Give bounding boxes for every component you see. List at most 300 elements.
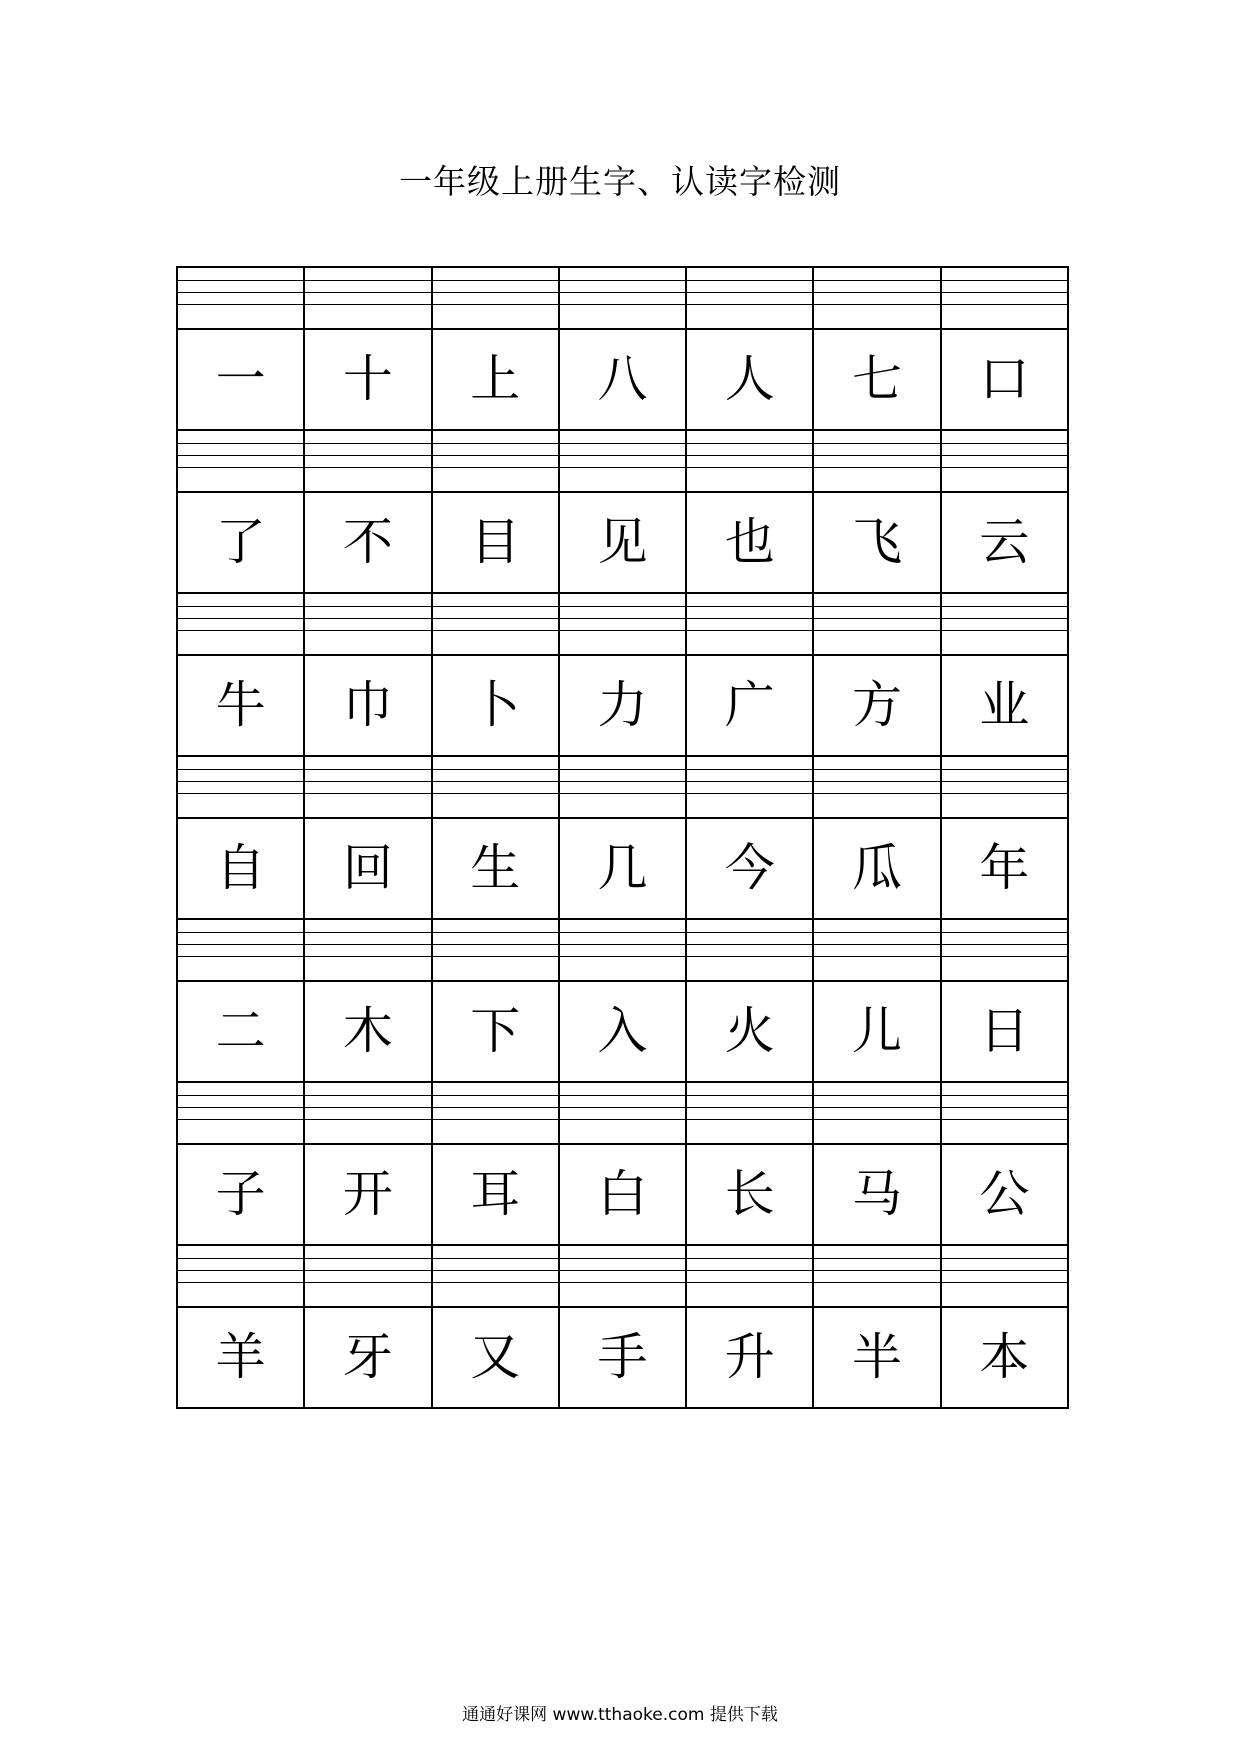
character-row: [177, 1307, 1068, 1408]
pinyin-guide-lines: [178, 757, 303, 817]
guide-line: [942, 932, 1067, 933]
guide-line: [305, 956, 430, 957]
guide-line: [433, 618, 558, 619]
pinyin-guide-lines: [433, 920, 558, 980]
guide-line: [433, 1258, 558, 1259]
guide-line: [178, 932, 303, 933]
character-cell: 了: [177, 492, 304, 593]
pinyin-guide-lines: [814, 431, 939, 491]
guide-line: [814, 1282, 939, 1283]
pinyin-guide-lines: [560, 1083, 685, 1143]
guide-line: [433, 956, 558, 957]
guide-line: [942, 443, 1067, 444]
pinyin-guide-lines: [814, 920, 939, 980]
guide-line: [305, 1095, 430, 1096]
pinyin-writing-cell[interactable]: [304, 756, 431, 818]
character-cell: 羊: [177, 1307, 304, 1408]
character-cell: 上: [432, 329, 559, 430]
guide-line: [433, 467, 558, 468]
pinyin-guide-lines: [178, 1246, 303, 1306]
guide-line: [560, 280, 685, 281]
guide-line: [942, 618, 1067, 619]
pinyin-writing-cell[interactable]: [304, 1082, 431, 1144]
pinyin-writing-cell[interactable]: [686, 1082, 813, 1144]
character-grid: [176, 266, 1069, 1409]
character-cell: 下: [432, 981, 559, 1082]
guide-line: [814, 467, 939, 468]
guide-line: [178, 443, 303, 444]
guide-line: [560, 1119, 685, 1120]
footer-source: 通通好课网 www.tthaoke.com 提供下载: [462, 1705, 778, 1725]
guide-line: [560, 1258, 685, 1259]
guide-line: [814, 1270, 939, 1271]
guide-line: [560, 932, 685, 933]
pinyin-row: [177, 430, 1068, 492]
guide-line: [814, 606, 939, 607]
character-cell: 力: [559, 655, 686, 756]
guide-line: [687, 1107, 812, 1108]
guide-line: [687, 1095, 812, 1096]
guide-line: [433, 304, 558, 305]
guide-line: [687, 1258, 812, 1259]
guide-line: [687, 781, 812, 782]
guide-line: [942, 781, 1067, 782]
guide-line: [560, 455, 685, 456]
character-cell: 火: [686, 981, 813, 1082]
guide-line: [178, 1107, 303, 1108]
pinyin-guide-lines: [942, 1246, 1067, 1306]
pinyin-guide-lines: [942, 1083, 1067, 1143]
pinyin-guide-lines: [942, 268, 1067, 328]
guide-line: [305, 304, 430, 305]
guide-line: [305, 1107, 430, 1108]
character-cell: 手: [559, 1307, 686, 1408]
guide-line: [178, 304, 303, 305]
pinyin-guide-lines: [433, 757, 558, 817]
pinyin-writing-cell[interactable]: [432, 593, 559, 655]
guide-line: [178, 769, 303, 770]
guide-line: [942, 280, 1067, 281]
pinyin-writing-cell[interactable]: [941, 1245, 1068, 1307]
guide-line: [942, 455, 1067, 456]
character-row: [177, 492, 1068, 593]
pinyin-guide-lines: [178, 431, 303, 491]
guide-line: [814, 1258, 939, 1259]
guide-line: [560, 956, 685, 957]
guide-line: [942, 1095, 1067, 1096]
pinyin-writing-cell[interactable]: [559, 593, 686, 655]
guide-line: [942, 630, 1067, 631]
guide-line: [814, 630, 939, 631]
guide-line: [433, 630, 558, 631]
pinyin-writing-cell[interactable]: [559, 1245, 686, 1307]
guide-line: [687, 606, 812, 607]
guide-line: [305, 292, 430, 293]
character-cell: 巾: [304, 655, 431, 756]
character-row: [177, 981, 1068, 1082]
pinyin-writing-cell[interactable]: [686, 430, 813, 492]
character-cell: 开: [304, 1144, 431, 1245]
guide-line: [178, 944, 303, 945]
guide-line: [687, 793, 812, 794]
guide-line: [687, 944, 812, 945]
pinyin-guide-lines: [687, 1083, 812, 1143]
pinyin-writing-cell[interactable]: [304, 1245, 431, 1307]
pinyin-guide-lines: [305, 1083, 430, 1143]
pinyin-guide-lines: [433, 431, 558, 491]
character-cell: 十: [304, 329, 431, 430]
character-cell: 日: [941, 981, 1068, 1082]
guide-line: [178, 606, 303, 607]
guide-line: [687, 618, 812, 619]
pinyin-guide-lines: [560, 594, 685, 654]
guide-line: [433, 280, 558, 281]
guide-line: [942, 793, 1067, 794]
pinyin-writing-cell[interactable]: [177, 1245, 304, 1307]
pinyin-writing-cell[interactable]: [432, 919, 559, 981]
guide-line: [560, 630, 685, 631]
pinyin-writing-cell[interactable]: [813, 756, 940, 818]
pinyin-writing-cell[interactable]: [813, 1245, 940, 1307]
pinyin-writing-cell[interactable]: [304, 593, 431, 655]
character-cell: 人: [686, 329, 813, 430]
guide-line: [305, 793, 430, 794]
guide-line: [305, 1258, 430, 1259]
guide-line: [814, 443, 939, 444]
character-cell: 云: [941, 492, 1068, 593]
guide-line: [814, 781, 939, 782]
guide-line: [814, 618, 939, 619]
pinyin-writing-cell[interactable]: [304, 430, 431, 492]
guide-line: [178, 467, 303, 468]
character-cell: 牛: [177, 655, 304, 756]
pinyin-writing-cell[interactable]: [941, 1082, 1068, 1144]
pinyin-guide-lines: [560, 920, 685, 980]
pinyin-row: [177, 593, 1068, 655]
guide-line: [560, 793, 685, 794]
pinyin-writing-cell[interactable]: [559, 756, 686, 818]
guide-line: [433, 606, 558, 607]
pinyin-guide-lines: [433, 1246, 558, 1306]
guide-line: [814, 1119, 939, 1120]
pinyin-writing-cell[interactable]: [686, 1245, 813, 1307]
guide-line: [942, 769, 1067, 770]
guide-line: [687, 304, 812, 305]
guide-line: [814, 1095, 939, 1096]
pinyin-writing-cell[interactable]: [559, 919, 686, 981]
pinyin-writing-cell[interactable]: [686, 267, 813, 329]
guide-line: [178, 630, 303, 631]
character-cell: 回: [304, 818, 431, 919]
pinyin-guide-lines: [814, 1246, 939, 1306]
character-cell: 也: [686, 492, 813, 593]
pinyin-writing-cell[interactable]: [559, 267, 686, 329]
pinyin-guide-lines: [560, 431, 685, 491]
character-cell: 二: [177, 981, 304, 1082]
pinyin-writing-cell[interactable]: [177, 430, 304, 492]
pinyin-guide-lines: [687, 594, 812, 654]
guide-line: [814, 944, 939, 945]
pinyin-guide-lines: [560, 757, 685, 817]
character-cell: 业: [941, 655, 1068, 756]
pinyin-writing-cell[interactable]: [941, 919, 1068, 981]
guide-line: [814, 292, 939, 293]
guide-line: [942, 1107, 1067, 1108]
pinyin-writing-cell[interactable]: [177, 267, 304, 329]
guide-line: [178, 1095, 303, 1096]
pinyin-guide-lines: [433, 594, 558, 654]
pinyin-writing-cell[interactable]: [941, 267, 1068, 329]
character-cell: 瓜: [813, 818, 940, 919]
pinyin-guide-lines: [942, 920, 1067, 980]
guide-line: [942, 1119, 1067, 1120]
page-title: 一年级上册生字、认读字检测: [399, 162, 841, 201]
guide-line: [942, 956, 1067, 957]
guide-line: [305, 944, 430, 945]
character-cell: 今: [686, 818, 813, 919]
character-cell: 飞: [813, 492, 940, 593]
guide-line: [687, 1270, 812, 1271]
guide-line: [178, 280, 303, 281]
guide-line: [433, 1119, 558, 1120]
guide-line: [814, 956, 939, 957]
pinyin-guide-lines: [687, 268, 812, 328]
pinyin-writing-cell[interactable]: [813, 1082, 940, 1144]
guide-line: [687, 280, 812, 281]
guide-line: [814, 932, 939, 933]
guide-line: [942, 1282, 1067, 1283]
pinyin-guide-lines: [305, 268, 430, 328]
pinyin-writing-cell[interactable]: [432, 1245, 559, 1307]
guide-line: [687, 467, 812, 468]
pinyin-guide-lines: [305, 1246, 430, 1306]
pinyin-guide-lines: [814, 757, 939, 817]
pinyin-writing-cell[interactable]: [686, 593, 813, 655]
pinyin-guide-lines: [814, 594, 939, 654]
guide-line: [433, 443, 558, 444]
guide-line: [178, 292, 303, 293]
guide-line: [942, 1258, 1067, 1259]
character-row: [177, 818, 1068, 919]
character-cell: 白: [559, 1144, 686, 1245]
pinyin-writing-cell[interactable]: [432, 1082, 559, 1144]
guide-line: [305, 630, 430, 631]
guide-line: [433, 769, 558, 770]
character-cell: 生: [432, 818, 559, 919]
guide-line: [560, 467, 685, 468]
guide-line: [305, 1282, 430, 1283]
guide-line: [305, 1270, 430, 1271]
guide-line: [687, 292, 812, 293]
character-cell: 卜: [432, 655, 559, 756]
character-cell: 子: [177, 1144, 304, 1245]
guide-line: [433, 932, 558, 933]
character-cell: 一: [177, 329, 304, 430]
pinyin-guide-lines: [687, 1246, 812, 1306]
pinyin-guide-lines: [814, 268, 939, 328]
guide-line: [305, 443, 430, 444]
pinyin-guide-lines: [560, 268, 685, 328]
guide-line: [687, 443, 812, 444]
character-cell: 广: [686, 655, 813, 756]
character-cell: 升: [686, 1307, 813, 1408]
guide-line: [560, 618, 685, 619]
guide-line: [433, 793, 558, 794]
guide-line: [687, 932, 812, 933]
guide-line: [178, 1270, 303, 1271]
guide-line: [305, 769, 430, 770]
character-cell: 又: [432, 1307, 559, 1408]
guide-line: [942, 1270, 1067, 1271]
guide-line: [178, 618, 303, 619]
pinyin-writing-cell[interactable]: [432, 756, 559, 818]
guide-line: [560, 606, 685, 607]
character-cell: 木: [304, 981, 431, 1082]
pinyin-guide-lines: [178, 920, 303, 980]
character-cell: 马: [813, 1144, 940, 1245]
guide-line: [433, 1282, 558, 1283]
guide-line: [560, 304, 685, 305]
guide-line: [433, 292, 558, 293]
guide-line: [305, 932, 430, 933]
pinyin-writing-cell[interactable]: [304, 267, 431, 329]
character-cell: 儿: [813, 981, 940, 1082]
guide-line: [433, 781, 558, 782]
pinyin-writing-cell[interactable]: [559, 1082, 686, 1144]
pinyin-guide-lines: [942, 757, 1067, 817]
character-cell: 不: [304, 492, 431, 593]
guide-line: [305, 1119, 430, 1120]
guide-line: [942, 467, 1067, 468]
guide-line: [433, 455, 558, 456]
pinyin-writing-cell[interactable]: [432, 430, 559, 492]
pinyin-guide-lines: [433, 268, 558, 328]
pinyin-writing-cell[interactable]: [813, 430, 940, 492]
pinyin-guide-lines: [433, 1083, 558, 1143]
guide-line: [687, 455, 812, 456]
character-cell: 年: [941, 818, 1068, 919]
pinyin-writing-cell[interactable]: [559, 430, 686, 492]
guide-line: [814, 304, 939, 305]
pinyin-row: [177, 756, 1068, 818]
guide-line: [942, 304, 1067, 305]
pinyin-guide-lines: [305, 431, 430, 491]
guide-line: [305, 781, 430, 782]
guide-line: [305, 606, 430, 607]
guide-line: [178, 1282, 303, 1283]
guide-line: [560, 769, 685, 770]
character-cell: 半: [813, 1307, 940, 1408]
guide-line: [560, 292, 685, 293]
guide-line: [305, 467, 430, 468]
pinyin-guide-lines: [560, 1246, 685, 1306]
pinyin-guide-lines: [178, 594, 303, 654]
guide-line: [814, 280, 939, 281]
guide-line: [433, 944, 558, 945]
pinyin-writing-cell[interactable]: [177, 756, 304, 818]
pinyin-guide-lines: [942, 431, 1067, 491]
guide-line: [942, 944, 1067, 945]
guide-line: [305, 618, 430, 619]
guide-line: [814, 455, 939, 456]
character-cell: 耳: [432, 1144, 559, 1245]
character-cell: 公: [941, 1144, 1068, 1245]
guide-line: [178, 793, 303, 794]
guide-line: [687, 630, 812, 631]
guide-line: [305, 280, 430, 281]
pinyin-writing-cell[interactable]: [304, 919, 431, 981]
guide-line: [560, 781, 685, 782]
guide-line: [560, 1270, 685, 1271]
pinyin-writing-cell[interactable]: [686, 919, 813, 981]
pinyin-writing-cell[interactable]: [941, 593, 1068, 655]
character-cell: 自: [177, 818, 304, 919]
guide-line: [433, 1095, 558, 1096]
pinyin-guide-lines: [942, 594, 1067, 654]
character-cell: 本: [941, 1307, 1068, 1408]
guide-line: [433, 1270, 558, 1271]
pinyin-row: [177, 1245, 1068, 1307]
character-cell: 目: [432, 492, 559, 593]
character-cell: 长: [686, 1144, 813, 1245]
pinyin-guide-lines: [178, 268, 303, 328]
pinyin-row: [177, 919, 1068, 981]
character-cell: 牙: [304, 1307, 431, 1408]
pinyin-writing-cell[interactable]: [813, 267, 940, 329]
character-row: [177, 655, 1068, 756]
guide-line: [942, 292, 1067, 293]
pinyin-writing-cell[interactable]: [941, 430, 1068, 492]
pinyin-writing-cell[interactable]: [432, 267, 559, 329]
pinyin-guide-lines: [687, 757, 812, 817]
guide-line: [178, 781, 303, 782]
pinyin-writing-cell[interactable]: [941, 756, 1068, 818]
pinyin-guide-lines: [305, 920, 430, 980]
pinyin-writing-cell[interactable]: [813, 593, 940, 655]
character-cell: 方: [813, 655, 940, 756]
pinyin-guide-lines: [814, 1083, 939, 1143]
character-cell: 口: [941, 329, 1068, 430]
guide-line: [560, 1107, 685, 1108]
pinyin-writing-cell[interactable]: [177, 593, 304, 655]
pinyin-writing-cell[interactable]: [813, 919, 940, 981]
guide-line: [687, 956, 812, 957]
guide-line: [942, 606, 1067, 607]
guide-line: [560, 443, 685, 444]
guide-line: [687, 769, 812, 770]
guide-line: [560, 1095, 685, 1096]
character-cell: 七: [813, 329, 940, 430]
guide-line: [178, 1119, 303, 1120]
pinyin-guide-lines: [305, 757, 430, 817]
character-cell: 见: [559, 492, 686, 593]
pinyin-guide-lines: [687, 431, 812, 491]
pinyin-guide-lines: [305, 594, 430, 654]
guide-line: [433, 1107, 558, 1108]
pinyin-guide-lines: [178, 1083, 303, 1143]
guide-line: [178, 1258, 303, 1259]
pinyin-row: [177, 1082, 1068, 1144]
pinyin-writing-cell[interactable]: [177, 1082, 304, 1144]
pinyin-writing-cell[interactable]: [177, 919, 304, 981]
character-cell: 八: [559, 329, 686, 430]
guide-line: [814, 769, 939, 770]
pinyin-writing-cell[interactable]: [686, 756, 813, 818]
guide-line: [814, 793, 939, 794]
guide-line: [687, 1282, 812, 1283]
character-cell: 几: [559, 818, 686, 919]
guide-line: [305, 455, 430, 456]
